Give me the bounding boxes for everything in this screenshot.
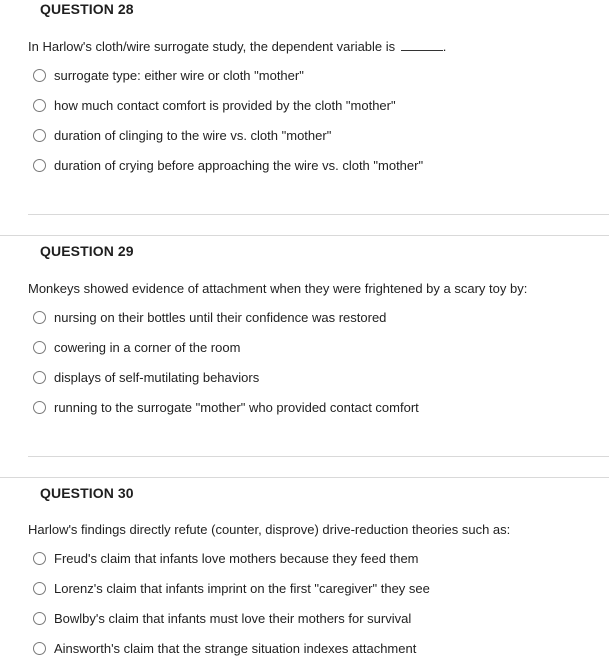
answer-blank [401,39,443,51]
radio-button[interactable] [33,371,46,384]
question-29-text: Monkeys showed evidence of attachment when they were frightened by a scary toy by: [28,281,528,296]
question-28-separator [28,214,609,215]
question-29-option-1[interactable] [33,308,386,326]
radio-button[interactable] [33,129,46,142]
question-30-text: Harlow's findings directly refute (counter, disprove) drive-reduction theories such as: [28,522,511,537]
option-label: surrogate type: either wire or cloth "mother" [54,67,304,83]
question-29-option-2[interactable] [33,338,240,356]
option-label: nursing on their bottles until their confidence was restored [54,309,387,325]
radio-button[interactable] [33,159,46,172]
question-28-text [28,39,446,54]
radio-button[interactable] [33,341,46,354]
radio-button[interactable] [33,612,46,625]
radio-button[interactable] [33,582,46,595]
question-29-top-border [0,235,609,236]
option-label: cowering in a corner of the room [54,339,241,355]
radio-button[interactable] [33,552,46,565]
radio-button[interactable] [33,401,46,414]
question-29-option-4[interactable] [33,398,419,416]
option-label: displays of self-mutilating behaviors [54,369,260,385]
option-label: Freud's claim that infants love mothers because they feed them [54,550,419,566]
question-28-option-1[interactable] [33,66,304,84]
radio-button[interactable] [33,69,46,82]
option-label: how much contact comfort is provided by the cloth "mother" [54,97,396,113]
option-label: Lorenz's claim that infants imprint on the first "caregiver" they see [54,580,430,596]
option-label: duration of crying before approaching the wire vs. cloth "mother" [54,157,424,173]
question-29-separator [28,456,609,457]
option-label: running to the surrogate "mother" who provided contact comfort [54,399,419,415]
question-29-option-3[interactable] [33,368,259,386]
radio-button[interactable] [33,311,46,324]
option-label: duration of clinging to the wire vs. cloth "mother" [54,127,332,143]
question-30-header: QUESTION 30 [40,485,134,501]
question-30-option-2[interactable] [33,579,430,597]
question-28-header: QUESTION 28 [40,1,134,17]
option-label: Bowlby's claim that infants must love their mothers for survival [54,610,412,626]
radio-button[interactable] [33,99,46,112]
question-30-option-3[interactable] [33,609,411,627]
question-28-option-3[interactable] [33,126,331,144]
question-28-prompt-end: . [442,39,447,54]
question-28-option-4[interactable] [33,156,423,174]
option-label: Ainsworth's claim that the strange situation indexes attachment [54,640,417,656]
question-28-prompt: In Harlow's cloth/wire surrogate study, the dependent variable is [28,39,396,54]
radio-button[interactable] [33,642,46,655]
question-30-option-4[interactable] [33,639,416,657]
question-30-top-border [0,477,609,478]
question-28-option-2[interactable] [33,96,396,114]
question-29-header: QUESTION 29 [40,243,134,259]
question-30-option-1[interactable] [33,549,419,567]
